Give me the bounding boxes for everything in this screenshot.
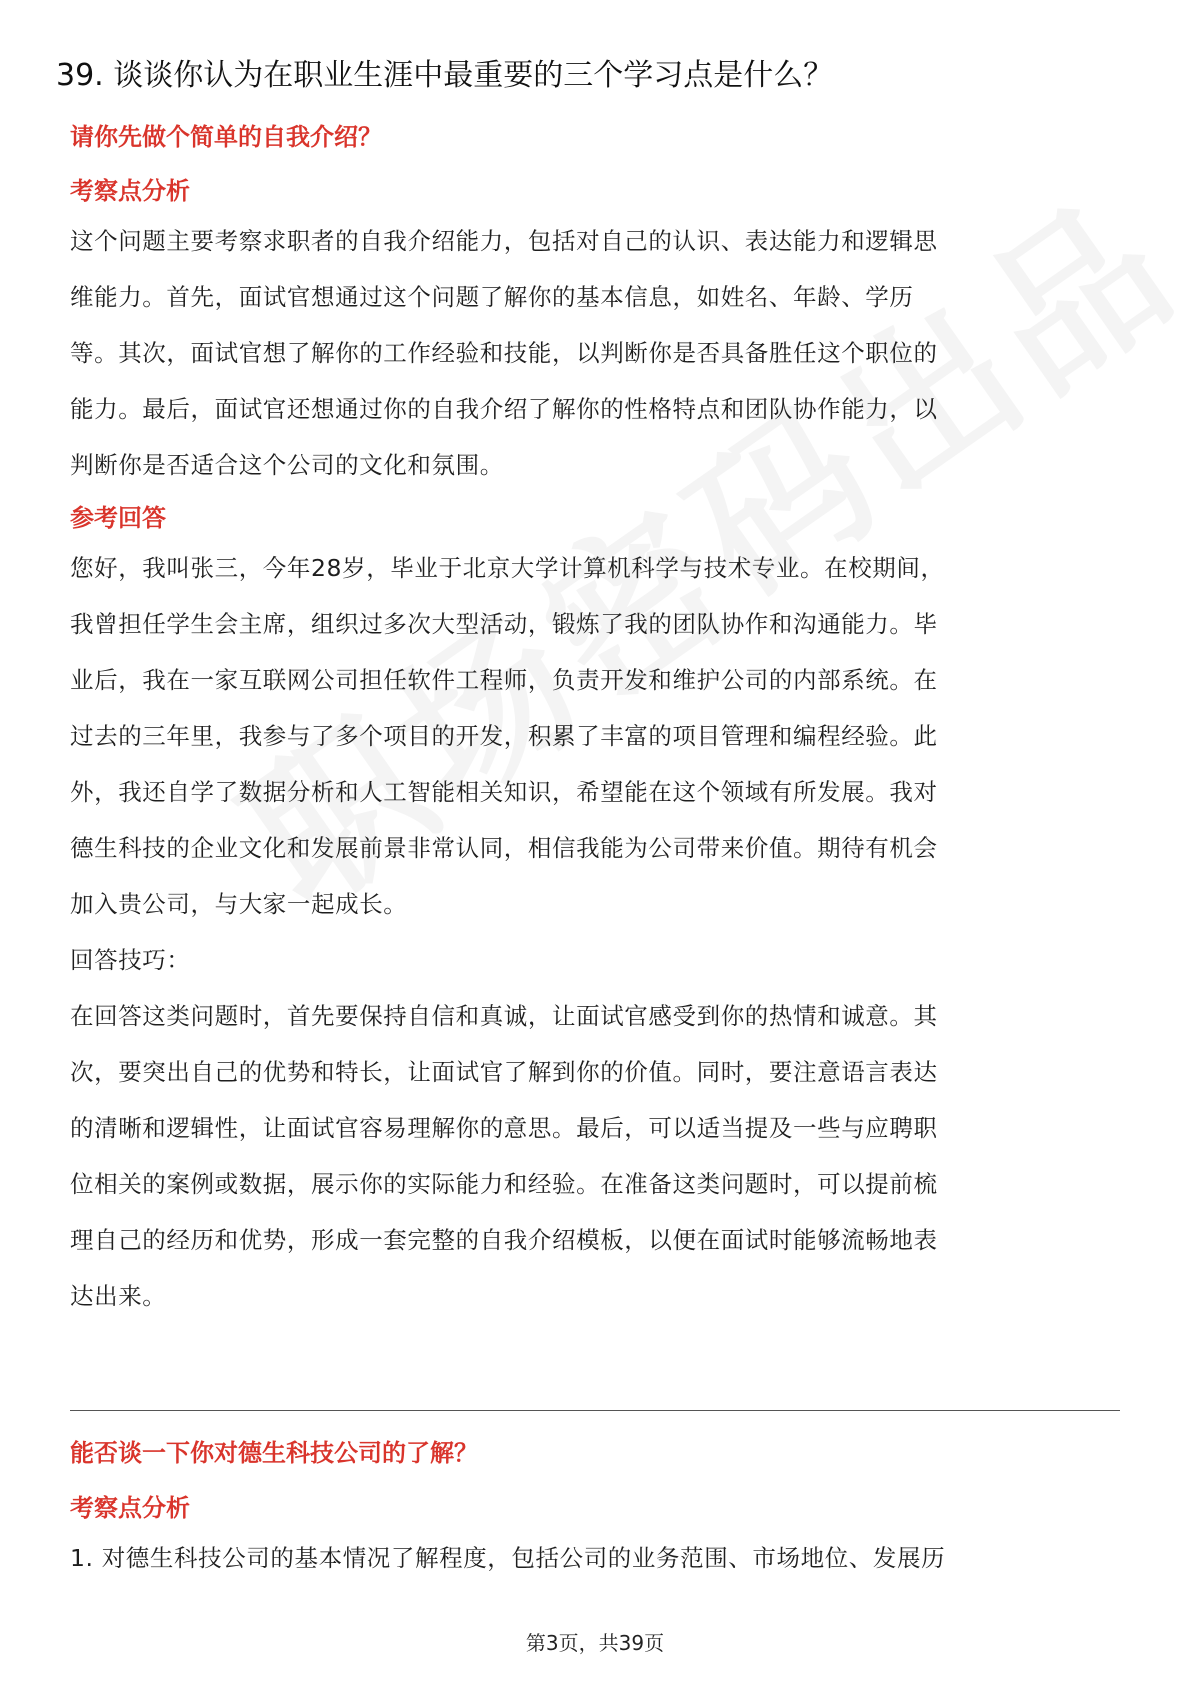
text-line: 1. 对德生科技公司的基本情况了解程度，包括公司的业务范围、市场地位、发展历 [70, 1544, 946, 1572]
text-line: 外，我还自学了数据分析和人工智能相关知识，希望能在这个领域有所发展。我对 [70, 778, 938, 806]
section-divider [70, 1410, 1120, 1411]
text-line: 我曾担任学生会主席，组织过多次大型活动，锻炼了我的团队协作和沟通能力。毕 [70, 610, 938, 638]
text-line: 次，要突出自己的优势和特长，让面试官了解到你的价值。同时，要注意语言表达 [70, 1058, 938, 1086]
text-line: 业后，我在一家互联网公司担任软件工程师，负责开发和维护公司的内部系统。在 [70, 666, 938, 694]
text-line: 达出来。 [70, 1282, 167, 1310]
text-line: 的清晰和逻辑性，让面试官容易理解你的意思。最后，可以适当提及一些与应聘职 [70, 1114, 938, 1142]
analysis-label: 考察点分析 [70, 177, 190, 205]
analysis-label: 考察点分析 [70, 1494, 190, 1522]
text-line: 能力。最后，面试官还想通过你的自我介绍了解你的性格特点和团队协作能力，以 [70, 395, 938, 423]
text-line: 等。其次，面试官想了解你的工作经验和技能，以判断你是否具备胜任这个职位的 [70, 339, 938, 367]
page-number: 第3页，共39页 [525, 1631, 665, 1655]
text-line: 理自己的经历和优势，形成一套完整的自我介绍模板，以便在面试时能够流畅地表 [70, 1226, 938, 1254]
text-line: 加入贵公司，与大家一起成长。 [70, 890, 408, 918]
text-line: 位相关的案例或数据，展示你的实际能力和经验。在准备这类问题时，可以提前梳 [70, 1170, 938, 1198]
question-title: 39. 谈谈你认为在职业生涯中最重要的三个学习点是什么？ [56, 58, 834, 93]
text-line: 这个问题主要考察求职者的自我介绍能力，包括对自己的认识、表达能力和逻辑思 [70, 227, 938, 255]
text-line: 回答技巧： [70, 946, 191, 974]
text-line: 德生科技的企业文化和发展前景非常认同，相信我能为公司带来价值。期待有机会 [70, 834, 938, 862]
analysis-paragraph [70, 1530, 1130, 1586]
text-line: 过去的三年里，我参与了多个项目的开发，积累了丰富的项目管理和编程经验。此 [70, 722, 938, 750]
text-line: 在回答这类问题时，首先要保持自信和真诚，让面试官感受到你的热情和诚意。其 [70, 1002, 938, 1030]
text-line: 维能力。首先，面试官想通过这个问题了解你的基本信息，如姓名、年龄、学历 [70, 283, 914, 311]
text-line: 您好，我叫张三，今年28岁，毕业于北京大学计算机科学与技术专业。在校期间， [70, 554, 945, 582]
section-heading: 请你先做个简单的自我介绍？ [70, 123, 382, 151]
answer-label: 参考回答 [70, 504, 166, 532]
analysis-paragraph [70, 213, 1130, 493]
text-line: 判断你是否适合这个公司的文化和氛围。 [70, 451, 504, 479]
answer-paragraph [70, 540, 1130, 1324]
section-heading: 能否谈一下你对德生科技公司的了解？ [70, 1439, 478, 1467]
